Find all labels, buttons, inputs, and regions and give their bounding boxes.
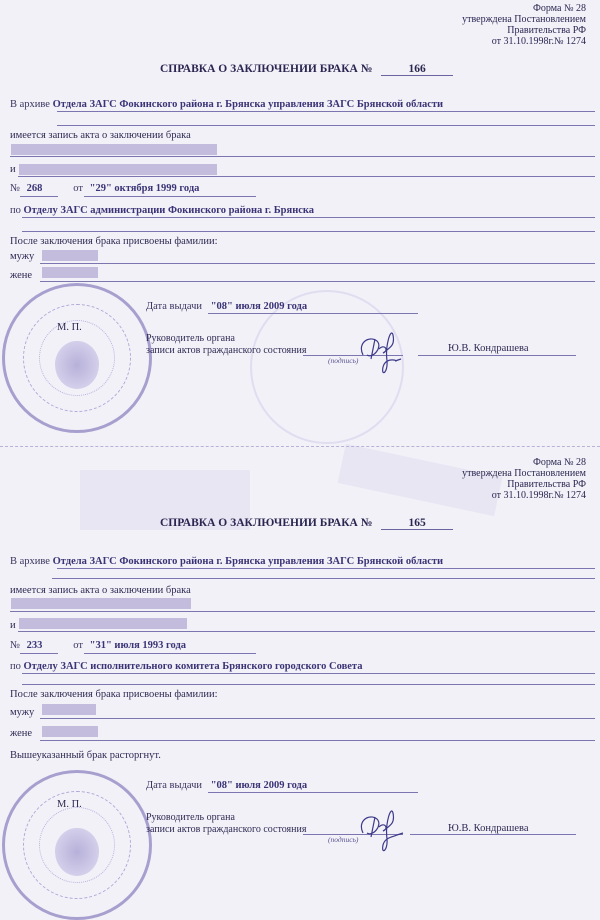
archive-row	[10, 99, 443, 110]
head-name: Ю.В. Кондрашева	[448, 823, 529, 834]
official-seal	[2, 283, 152, 433]
registry-office-line	[22, 673, 595, 674]
form-ref-line: от 31.10.1998г.№ 1274	[491, 36, 586, 47]
act-number-row	[10, 640, 186, 651]
form-ref-line: Правительства РФ	[507, 25, 586, 36]
issue-date-line	[208, 313, 418, 314]
archive-line-2	[52, 578, 595, 579]
divorce-note: Вышеуказанный брак расторгнут.	[10, 750, 161, 761]
husband-label: мужу	[10, 251, 35, 262]
signature-caption: (подпись)	[328, 835, 359, 844]
spouse-2-line	[18, 631, 595, 632]
certificate-title	[160, 63, 453, 76]
coat-of-arms-icon	[55, 341, 99, 389]
head-label-1: Руководитель органа	[146, 812, 235, 823]
act-from-label: от	[73, 640, 83, 651]
issue-date-row	[146, 301, 307, 312]
coat-of-arms-icon	[55, 828, 99, 876]
redacted-husband-surname	[42, 704, 96, 715]
issue-date-line	[208, 792, 418, 793]
act-number: 233	[26, 640, 43, 651]
surnames-label: После заключения брака присвоены фамилии:	[10, 689, 218, 700]
record-label: имеется запись акта о заключении брака	[10, 130, 191, 141]
husband-label: мужу	[10, 707, 35, 718]
title-text: СПРАВКА О ЗАКЛЮЧЕНИИ БРАКА №	[160, 63, 373, 75]
act-number-line	[20, 196, 58, 197]
certificate-number: 165	[381, 517, 453, 530]
act-date-line	[84, 196, 256, 197]
issue-date: "08" июля 2009 года	[210, 301, 308, 312]
archive-line	[57, 568, 595, 569]
certificate-number: 166	[381, 63, 453, 76]
redacted-spouse-1	[11, 598, 191, 609]
archive-value: Отдела ЗАГС Фокинского района г. Брянска управления ЗАГС Брянской области	[52, 99, 444, 110]
archive-row	[10, 556, 443, 567]
signature-caption: (подпись)	[328, 356, 359, 365]
name-line	[410, 834, 576, 835]
head-name: Ю.В. Кондрашева	[448, 343, 529, 354]
spouse-1-line	[10, 611, 595, 612]
archive-value: Отдела ЗАГС Фокинского района г. Брянска управления ЗАГС Брянской области	[52, 556, 444, 567]
name-line	[418, 355, 576, 356]
registry-office: Отделу ЗАГС администрации Фокинского района г. Брянска	[23, 205, 315, 216]
act-date-line	[84, 653, 256, 654]
redacted-spouse-2	[19, 164, 217, 175]
spouse-1-line	[10, 156, 595, 157]
registry-office-row	[10, 661, 362, 672]
title-text: СПРАВКА О ЗАКЛЮЧЕНИИ БРАКА №	[160, 517, 373, 529]
act-number: 268	[26, 183, 43, 194]
redacted-husband-surname	[42, 250, 98, 261]
signature-icon	[355, 325, 415, 380]
head-label-2: записи актов гражданского состояния	[146, 345, 307, 356]
form-reference	[462, 3, 586, 47]
form-ref-line: утверждена Постановлением	[462, 14, 586, 25]
registry-office-line-2	[22, 684, 595, 685]
registry-office-row	[10, 205, 314, 216]
seal-mark: М. П.	[57, 322, 82, 333]
husband-line	[40, 718, 595, 719]
official-seal	[2, 770, 152, 920]
signature-icon	[355, 805, 415, 855]
issue-date-row	[146, 780, 307, 791]
seal-mark: М. П.	[57, 799, 82, 810]
form-ref-line: Правительства РФ	[507, 479, 586, 490]
act-date: "31" июля 1993 года	[89, 640, 187, 651]
head-label-2: записи актов гражданского состояния	[146, 824, 307, 835]
by-label: по	[10, 205, 21, 216]
issue-date-label: Дата выдачи	[146, 780, 203, 791]
wife-label: жене	[10, 270, 33, 281]
act-no-label: №	[10, 183, 21, 194]
registry-office: Отделу ЗАГС исполнительного комитета Брянского городского Совета	[23, 661, 363, 672]
surnames-label: После заключения брака присвоены фамилии:	[10, 236, 218, 247]
act-number-line	[20, 653, 58, 654]
act-no-label: №	[10, 640, 21, 651]
and-label: и	[10, 164, 16, 175]
by-label: по	[10, 661, 21, 672]
certificate-title	[160, 517, 453, 530]
record-label: имеется запись акта о заключении брака	[10, 585, 191, 596]
spouse-2-line	[18, 176, 595, 177]
wife-label: жене	[10, 728, 33, 739]
and-label: и	[10, 620, 16, 631]
act-date: "29" октября 1999 года	[89, 183, 200, 194]
page-divider	[0, 446, 600, 447]
wife-line	[40, 281, 595, 282]
form-ref-line: утверждена Постановлением	[462, 468, 586, 479]
redacted-wife-surname	[42, 726, 98, 737]
redacted-wife-surname	[42, 267, 98, 278]
form-ref-line: Форма № 28	[533, 3, 586, 14]
archive-line	[57, 111, 595, 112]
form-ref-line: от 31.10.1998г.№ 1274	[491, 490, 586, 501]
act-from-label: от	[73, 183, 83, 194]
head-label-1: Руководитель органа	[146, 333, 235, 344]
redacted-spouse-2	[19, 618, 187, 629]
form-reference	[462, 457, 586, 501]
issue-date-label: Дата выдачи	[146, 301, 203, 312]
issue-date: "08" июля 2009 года	[210, 780, 308, 791]
registry-office-line	[22, 217, 595, 218]
archive-line-2	[57, 125, 595, 126]
archive-label: В архиве	[10, 99, 50, 110]
wife-line	[40, 740, 595, 741]
husband-line	[40, 263, 595, 264]
form-ref-line: Форма № 28	[533, 457, 586, 468]
act-number-row	[10, 183, 199, 194]
redacted-spouse-1	[11, 144, 217, 155]
archive-label: В архиве	[10, 556, 50, 567]
registry-office-line-2	[22, 231, 595, 232]
